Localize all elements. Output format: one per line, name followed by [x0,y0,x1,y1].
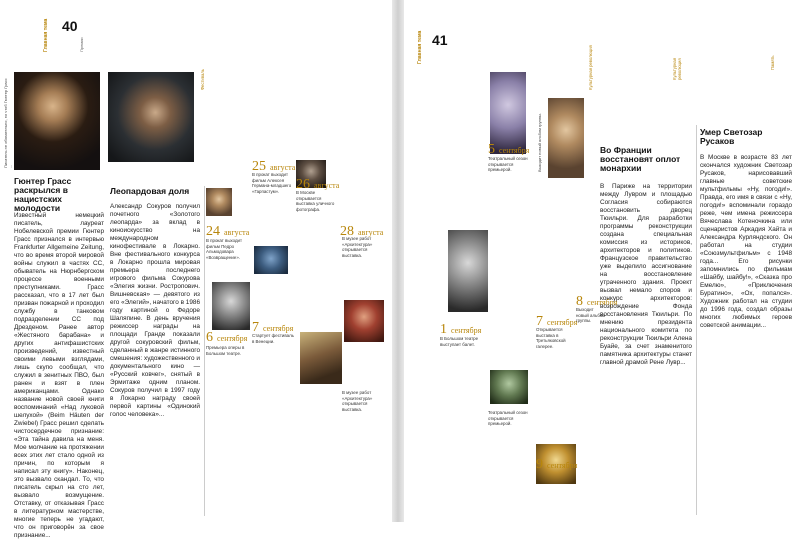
calendar-text-1: В прокат выходит фильм Педро Альмодовара «Возвращение». [206,238,243,260]
article-sokurov-title: Леопардовая доля [110,186,190,196]
right-calendar-photo-1 [448,230,488,312]
right-calendar-caption: Выходит новый альбом группы. [537,113,542,172]
right-calendar-date-2: 5 сентября [488,142,530,157]
section-tag-culture-2: Культурная революция [672,58,682,80]
grass-photo-caption: Писатель не обязательно, но чтоб Гюнтер Грасс ... [3,78,13,168]
article-rusakov-title: Умер Светозар Русаков [700,127,763,146]
calendar-text-4: В музее работ «Архитектура» открывается выставка. [342,236,373,258]
right-calendar-text-4: Выходит новый альбом группы. [576,307,606,323]
left-page-number: 40 [62,18,78,34]
right-calendar-text-2b: Театральный сезон открывается премьерой. [488,410,528,426]
article-grass-title: Гюнтер Грасс раскрылся в нацистских молодости [14,176,72,213]
calendar-date-5: 7 сентября [252,320,294,335]
right-calendar-date-4: 8 сентября [576,294,618,309]
right-calendar-photo-3 [490,370,528,404]
right-page [404,0,800,522]
section-tag-culture: Культурная революция [588,45,593,90]
article-grass-body: Известный немецкий писатель, лауреат Нобелевской премии Гюнтер Грасс признался в интервью Frankfurter Allgemeine Zeitung, что во время второй мировой войны служил в частях СС, обыватель на Нюрнбергском процессе военными преступниками. Грасс рассказал, что в 17 лет был призван пожарной и проходил службу в танковом подразделении СС под Дрезденом. Ранее автор «Жестяного барабана» и других антифашистских произведений, известный своими левыми взглядами, лишь скупо сообщал, что служил в зенитных ПВО, был ранен и взят в плен американцами. Однако название новой своей книги воспоминаний «Над луковой шелухой» (Beim Häuten der Zwiebel) Грасс решил сделать чистосердечное признание: «Эта тайна давила на меня. Мое молчание на протяжении всех этих лет стало одной из причин, по которым я написал эту книгу». Наконец, это вызвало скандал. То, что писатель скрыл на сто лет, вызвало возмущение. Отставку, от отказывая Грасс в литературном мастерстве, многие теперь не угадают, что он приговорён за свое признание... [14,212,104,539]
calendar-photo-2 [212,282,250,330]
calendar-photo-5 [300,332,342,384]
right-calendar-photo-5 [548,98,584,178]
right-calendar-date-3: 7 сентября [536,314,578,329]
calendar-date-6: 6 сентября [206,330,248,345]
article-sokurov-body: Александр Сокуров получил почетного «Золотого леопарда» за вклад в киноискусство на международном кинофестивале в Локарно. Вне фестивального конкурса в Локарно прошла мировая премьера последнего игрового фильма Сокурова «Элегия жизни. Ростропович. Вишневская» — девятого из его «Элегий», начатого в 1986 году картиной о Федоре Шаляпине. В день вручения режиссер награды на площади Гранде показали другой сокуровский фильм, сделанный в жанре истинного смешения: художественного и документального кино — «Русский ковчег», снятый в Эрмитаже одним планом. Сокуров получил в 1997 году в Локарно награду своей первой картины «Одинокий голос человека»... [110,203,200,418]
calendar-photo-1 [206,188,232,216]
section-tag-festival: Фестиваль [200,69,205,90]
section-tag-memory: Память [770,55,775,70]
article-rusakov-body: В Москве в возрасте 83 лет скончался художник Светозар Русаков, нарисовавший главные советские мультфильмы «Ну, погоди!». Правда, его имя в связи с «Ну, погоди!» вспоминали гораздо реже, чем имена режиссера Вячеслава Котеночкина или сценаристов Аркадия Хайта и Александра Курляндского. Он работал на студии «Союзмультфильм» с 1948 года... Его рисунки запомнились по фильмам «Шайбу, шайбу!», «Сказка про Емелю», «Приключения Буратино», «Ох, попался». Художник работал на студии до 1996 года, создал образы многих любимых героев советской анимации... [700,154,792,329]
column-rule [204,186,205,516]
right-column-rule [696,125,697,515]
left-page [0,0,392,539]
calendar-text-6: Премьера оперы в Большом театре. [206,345,245,356]
left-folio-section: Главная тема [43,18,49,52]
calendar-date-4: 28 августа [340,224,384,239]
calendar-date-3: 26 августа [296,177,340,192]
left-folio-meta: Премии [79,37,84,52]
calendar-text-3: В Москве открывается выставка уличного фотографа. [296,190,335,212]
article-tuileries-title: Во Франции восстановят оплот монархии [600,145,681,173]
right-calendar-text-1: В Большом театре выступает балет. [440,336,479,347]
spine-gutter [392,0,404,522]
sokurov-photo [108,72,194,162]
right-page-number: 41 [432,32,448,48]
calendar-text-4b: В музее работ «Архитектура» открывается выставка. [342,390,373,412]
calendar-date-2: 25 августа [252,159,296,174]
calendar-text-5: Стартует фестиваль в Венеции. [252,333,294,344]
article-tuileries-body: В Париже на территории между Лувром и площадью Согласия собираются восстановить дворец Тюильри. Для разработки программы реконструкции создана специальная комиссия из историков, архитекторов и политиков. Французское правительство уже выделило ассигнование на восстановление утраченного здания. Проект вызвал немало споров и конкурс архитекторов: возрождение Фонда восстановления Тюильри. По мнению президента национального комитета по реконструкции Тюильри Алена Буайе, за счет знаменитого памятника архитектуры станет главной драмой Рене Лувр... [600,183,692,366]
right-folio-section: Главная тема [417,30,423,64]
calendar-photo-6 [344,300,384,342]
calendar-text-2: В прокат выходит фильм Алексея Германа-младшего «Гарпастум». [252,172,292,194]
calendar-date-1: 24 августа [206,224,250,239]
right-calendar-date-5: 9 сентября [536,457,578,472]
right-calendar-date-1: 1 сентября [440,322,482,337]
grass-photo [14,72,100,170]
calendar-photo-3 [254,246,288,274]
right-calendar-text-2: Театральный сезон открывается премьерой. [488,156,528,172]
right-calendar-text-3: Открывается выставка в Третьяковской галерее. [536,327,566,349]
